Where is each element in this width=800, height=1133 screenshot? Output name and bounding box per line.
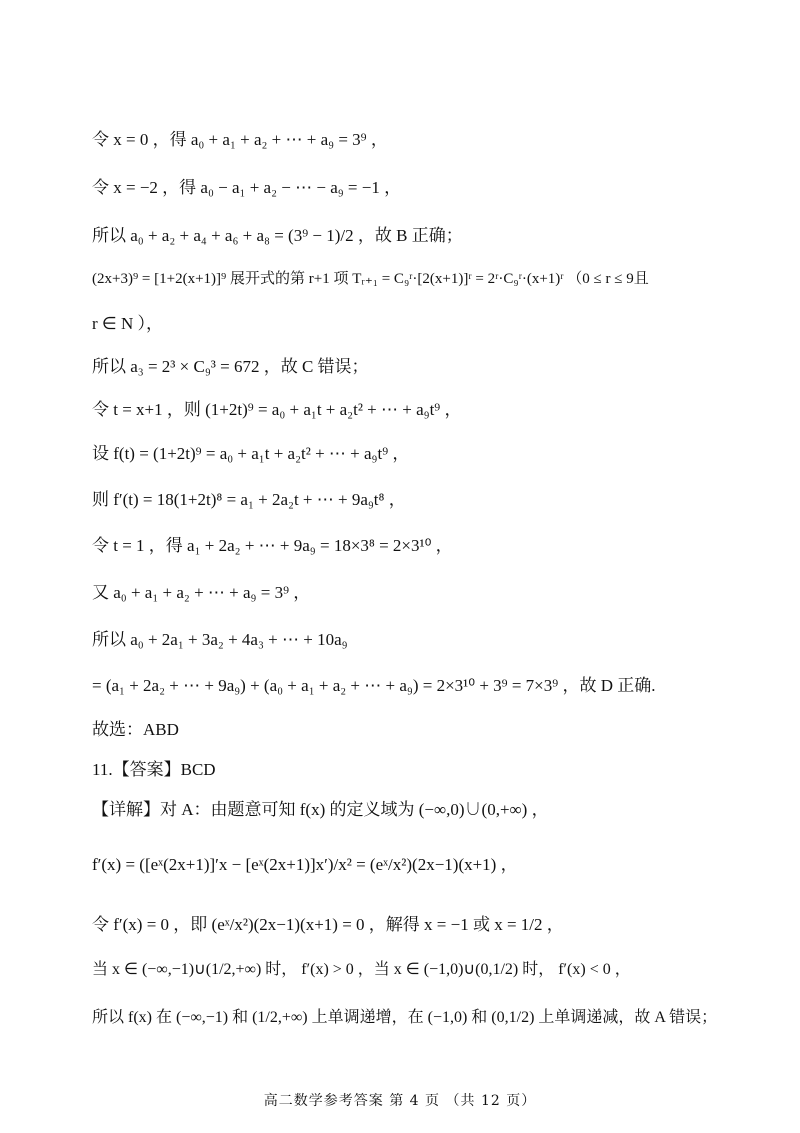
- text-line-5: r ∈ N ），: [92, 314, 163, 333]
- text-line-9: 则 f′(t) = 18(1+2t)⁸ = a₁ + 2a₂t + ⋯ + 9a₉t⁸ ，: [92, 490, 406, 509]
- text-line-4: (2x+3)⁹ = [1+2(x+1)]⁹ 展开式的第 r+1 项 Tᵣ₊₁ = C₉ʳ·[2(x+1)]ʳ = 2ʳ·C₉ʳ·(x+1)ʳ （0 ≤ r ≤ 9且: [92, 271, 649, 287]
- text-line-7: 令 t = x+1 ，则 (1+2t)⁹ = a₀ + a₁t + a₂t² + ⋯ + a₉t⁹ ，: [92, 400, 462, 419]
- text-line-18: 令 f′(x) = 0 ，即 (eˣ/x²)(2x−1)(x+1) = 0 ，解得 x = −1 或 x = 1/2 ，: [92, 915, 564, 934]
- text-line-8: 设 f(t) = (1+2t)⁹ = a₀ + a₁t + a₂t² + ⋯ + a₉t⁹ ，: [92, 444, 410, 463]
- text-line-17: f′(x) = ([eˣ(2x+1)]′x − [eˣ(2x+1)]x′)/x² = (eˣ/x²)(2x−1)(x+1) ，: [92, 855, 518, 874]
- text-line-10: 令 t = 1 ，得 a₁ + 2a₂ + ⋯ + 9a₉ = 18×3⁸ = 2×3¹⁰ ，: [92, 536, 453, 555]
- text-line-11: 又 a₀ + a₁ + a₂ + ⋯ + a₉ = 3⁹ ，: [92, 583, 311, 602]
- text-line-12: 所以 a₀ + 2a₁ + 3a₂ + 4a₃ + ⋯ + 10a₉: [92, 630, 348, 649]
- answer-choice: 故选：ABD: [92, 720, 179, 739]
- text-line-19: 当 x ∈ (−∞,−1)∪(1/2,+∞) 时， f′(x) > 0 ，当 x ∈ (−1,0)∪(0,1/2) 时， f′(x) < 0 ，: [92, 961, 631, 978]
- text-line-20: 所以 f(x) 在 (−∞,−1) 和 (1/2,+∞) 上单调递增，在 (−1,0) 和 (0,1/2) 上单调递减，故 A 错误；: [92, 1009, 718, 1026]
- question-11-answer: 11.【答案】BCD: [92, 760, 216, 779]
- text-line-13: = (a₁ + 2a₂ + ⋯ + 9a₉) + (a₀ + a₁ + a₂ + ⋯ + a₉) = 2×3¹⁰ + 3⁹ = 7×3⁹ ，故 D 正确.: [92, 676, 656, 695]
- text-line-16: 【详解】对 A：由题意可知 f(x) 的定义域为 (−∞,0)∪(0,+∞) ，: [92, 800, 549, 819]
- text-line-2: 令 x = −2 ，得 a₀ − a₁ + a₂ − ⋯ − a₉ = −1 ，: [92, 178, 402, 197]
- text-line-1: 令 x = 0 ，得 a₀ + a₁ + a₂ + ⋯ + a₉ = 3⁹ ，: [92, 130, 388, 149]
- text-line-6: 所以 a₃ = 2³ × C₉³ = 672 ，故 C 错误；: [92, 357, 369, 376]
- text-line-3: 所以 a₀ + a₂ + a₄ + a₆ + a₈ = (3⁹ − 1)/2 ，故 B 正确；: [92, 226, 463, 245]
- page-footer: 高二数学参考答案 第 4 页 （共 12 页）: [263, 1093, 537, 1109]
